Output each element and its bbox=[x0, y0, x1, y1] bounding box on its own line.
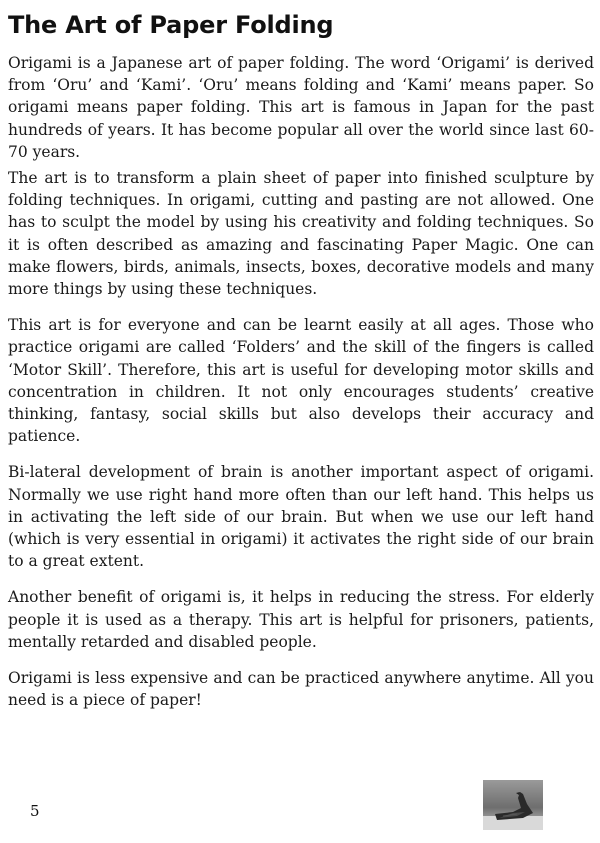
article-body bbox=[8, 52, 594, 711]
paragraph-origami-definition: Origami is a Japanese art of paper folding. The word ‘Origami’ is derived from ‘Oru’ and ‘Kami’. ‘Oru’ means folding and ‘Kami’ means paper. So origami means paper folding. This art is famous in Japan for the past hundreds of years. It has become popular all over the world since last 60-70 years. bbox=[8, 54, 594, 161]
page-number: 5 bbox=[30, 802, 40, 820]
paragraph-stress-relief: Another benefit of origami is, it helps in reducing the stress. For elderly people it is used as a therapy. This art is helpful for prisoners, patients, mentally retarded and disabled people. bbox=[8, 588, 594, 651]
origami-swan-image bbox=[483, 780, 543, 830]
paragraph-folding-techniques: The art is to transform a plain sheet of paper into finished sculpture by folding techniques. In origami, cutting and pasting are not allowed. One has to sculpt the model by using his creativity and folding techniques. So it is often described as amazing and fascinating Paper Magic. One can make flowers, birds, animals, insects, boxes, decorative models and many more things by using these techniques. bbox=[8, 169, 594, 299]
paragraph-brain-development: Bi-lateral development of brain is another important aspect of origami. Normally we use right hand more often than our left hand. This helps us in activating the left side of our brain. But when we use our left hand (which is very essential in origami) it activates the right side of our brain to a great extent. bbox=[8, 463, 594, 571]
origami-swan-icon bbox=[483, 780, 543, 830]
paragraph-motor-skills: This art is for everyone and can be learnt easily at all ages. Those who practice origami are called ‘Folders’ and the skill of the fingers is called ‘Motor Skill’. Therefore, this art is useful for developing motor skills and concentration in children. It not only encourages students’ creative thinking, fantasy, social skills but also develops their accuracy and patience. bbox=[8, 316, 594, 446]
paragraph-affordability: Origami is less expensive and can be practiced anywhere anytime. All you need is a piece of paper! bbox=[8, 669, 594, 710]
page-title: The Art of Paper Folding bbox=[8, 11, 334, 39]
